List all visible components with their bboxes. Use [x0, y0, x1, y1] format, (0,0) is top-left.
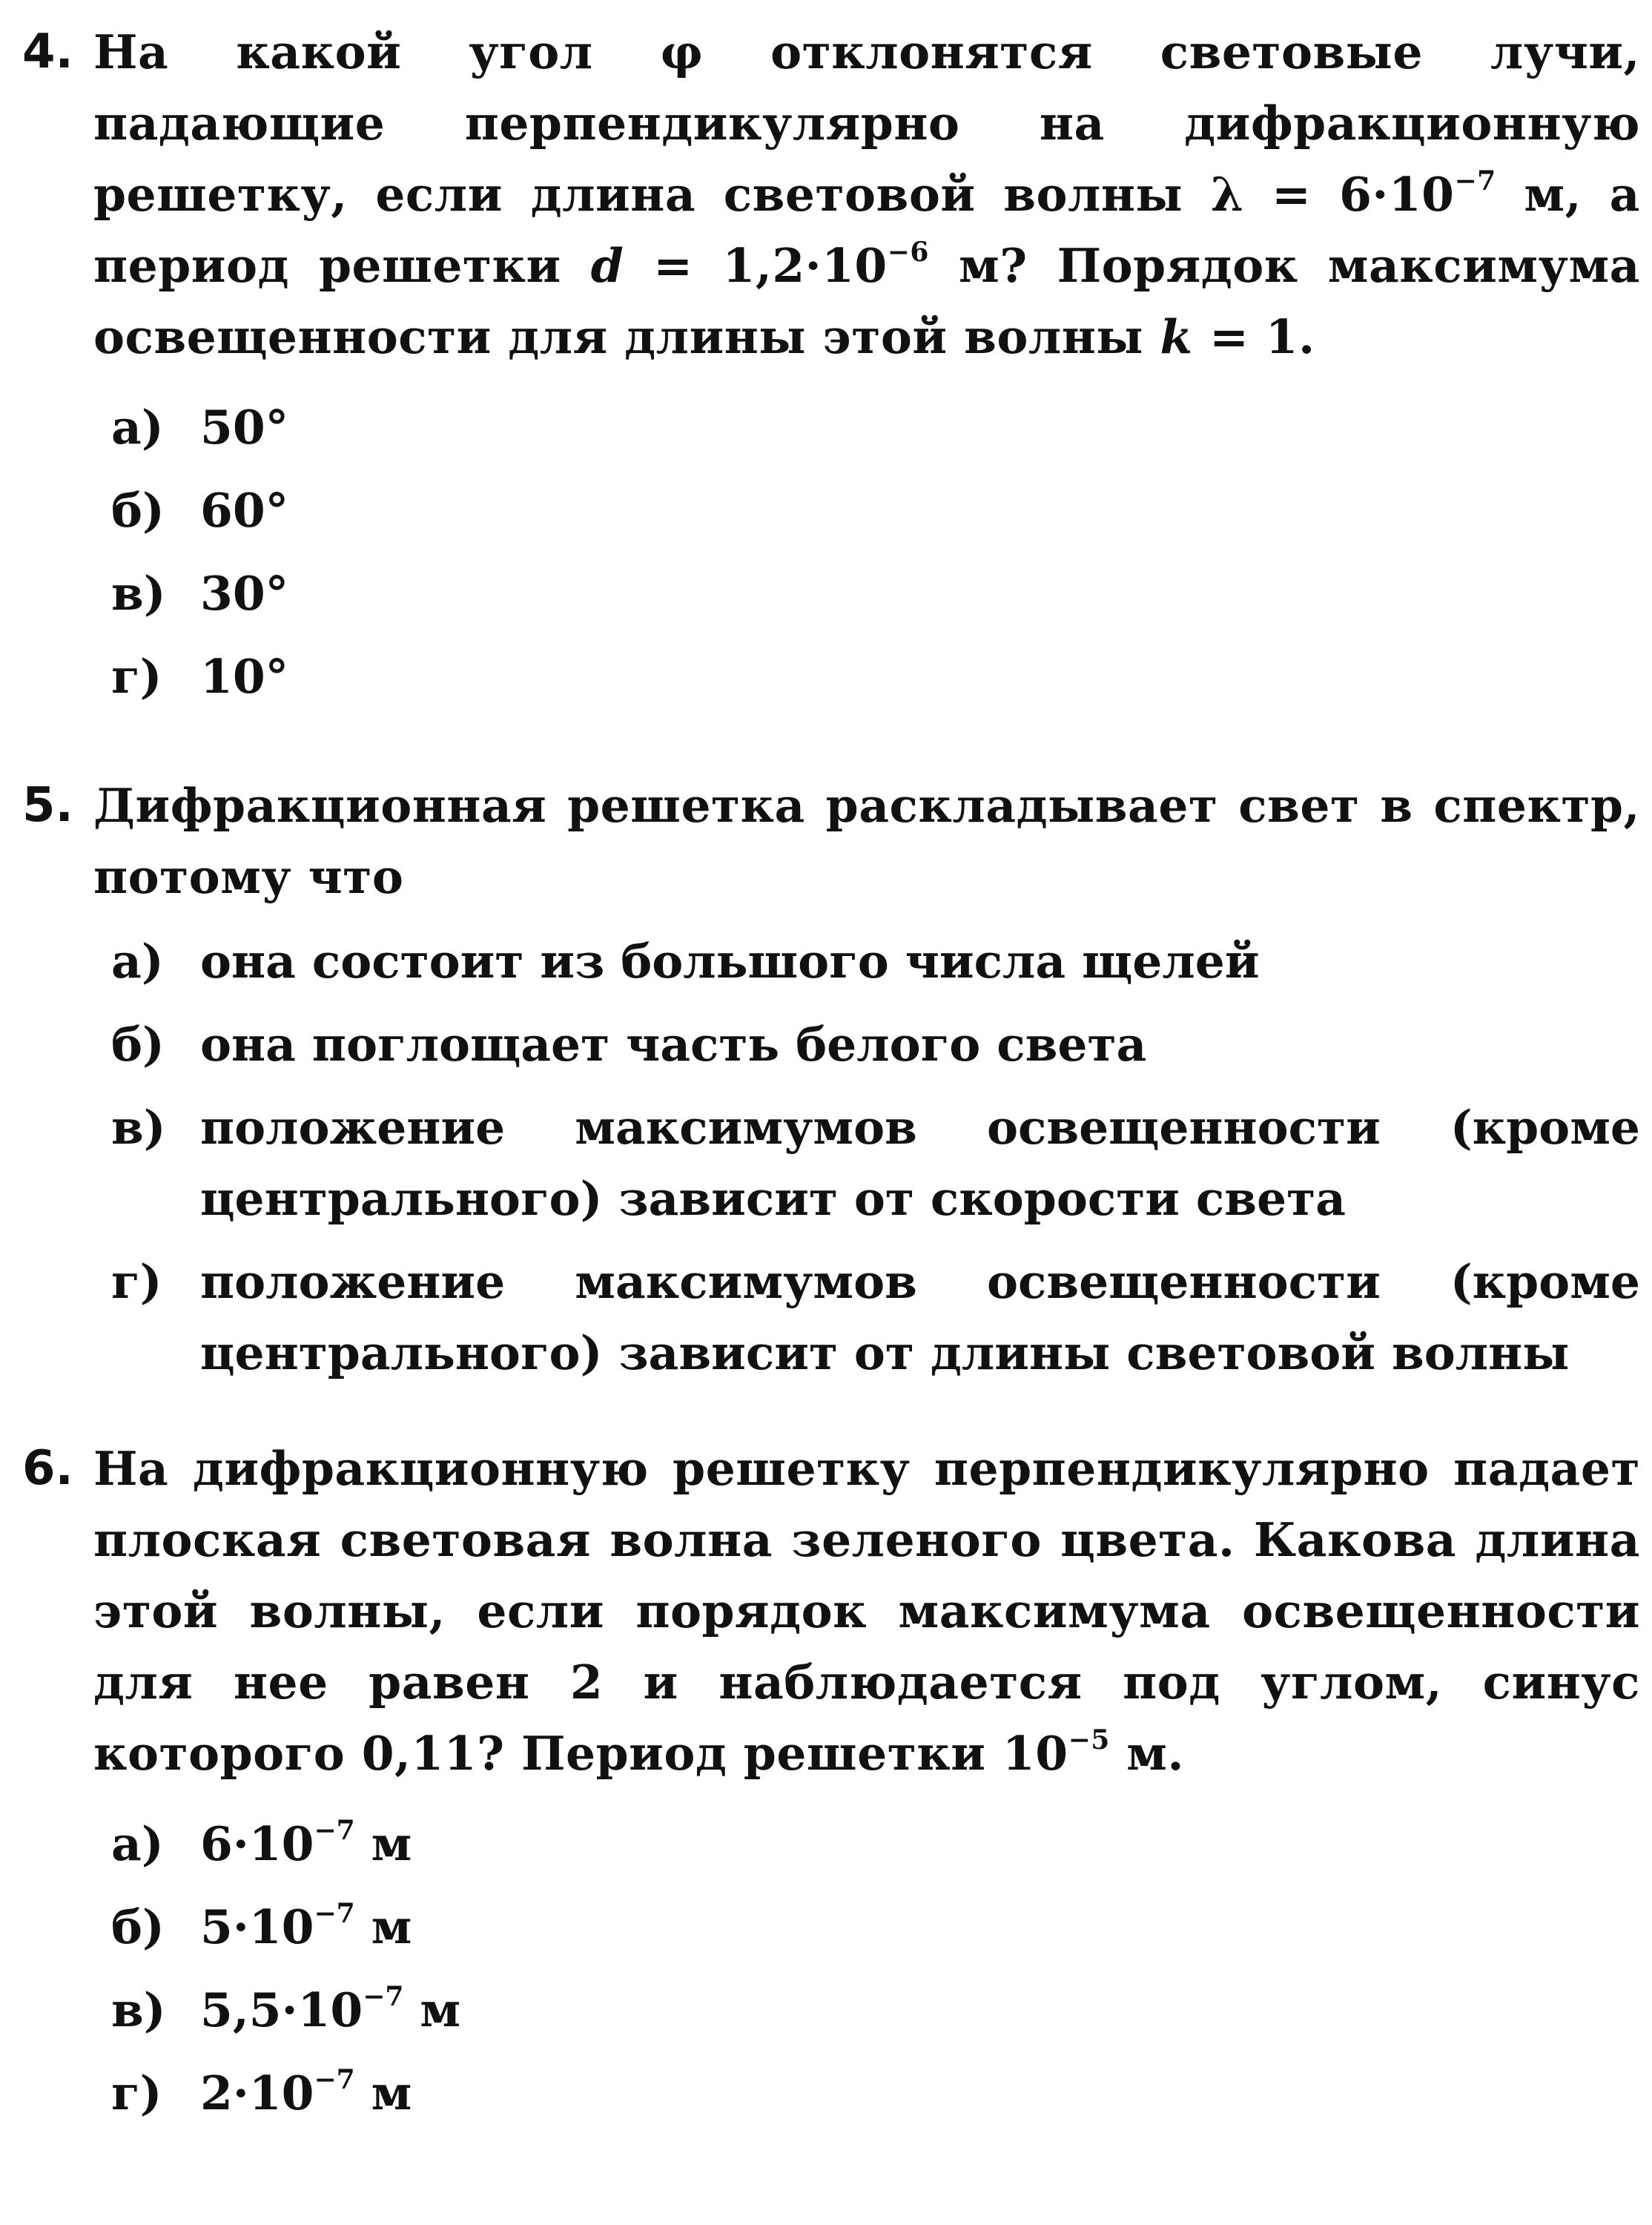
answer-options: [93, 386, 1640, 718]
option-letter: в): [111, 566, 166, 621]
option-base: 5·10: [200, 1899, 314, 1954]
answer-option-g[interactable]: [111, 2051, 1640, 2135]
answer-option-b[interactable]: [111, 1009, 1640, 1080]
exponent: −6: [887, 237, 929, 268]
question-text: Дифракционная решетка раскладывает свет в спектр, потому что: [93, 778, 1640, 904]
exponent: −5: [1068, 1724, 1110, 1756]
answer-option-g[interactable]: [111, 1246, 1640, 1388]
option-text: положение максимумов освещенности (кроме центрального) зависит от длины световой волны: [200, 1254, 1640, 1380]
exponent: −7: [314, 1898, 355, 1929]
option-letter: б): [111, 483, 165, 538]
option-text: 10°: [200, 649, 289, 704]
option-letter: б): [111, 1017, 165, 1072]
problem-number: 4.: [22, 24, 73, 79]
question-text: м.: [1109, 1726, 1184, 1781]
answer-options: [93, 926, 1640, 1388]
question-text: На какой угол φ отклонятся световые лучи, падающие перпендикулярно на дифракционную решетку, если длина световой волны λ = 6·10: [93, 24, 1640, 222]
variable-k: k: [1160, 309, 1193, 364]
option-letter: а): [111, 934, 164, 989]
option-letter: г): [111, 1254, 162, 1309]
variable-d: d: [590, 238, 624, 293]
option-text: 50°: [200, 400, 289, 455]
option-unit: м: [354, 1816, 412, 1871]
problem-question: [93, 1433, 1640, 1789]
answer-option-b[interactable]: [111, 1885, 1640, 1968]
problem-question: [93, 16, 1640, 372]
option-text: она поглощает часть белого света: [200, 1017, 1147, 1072]
option-text: положение максимумов освещенности (кроме центрального) зависит от скорости света: [200, 1100, 1640, 1226]
option-letter: в): [111, 1100, 166, 1155]
option-unit: м: [354, 1899, 412, 1954]
option-unit: м: [354, 2066, 412, 2120]
question-text: м, а период решетки: [93, 167, 1640, 293]
answer-option-b[interactable]: [111, 469, 1640, 552]
problem-6: [22, 1433, 1640, 2135]
problem-question: [93, 770, 1640, 912]
exponent: −7: [363, 1981, 404, 2012]
document-page: [22, 16, 1640, 2135]
problem-number: 6.: [22, 1441, 73, 1496]
question-text: На дифракционную решетку перпендикулярно падает плоская световая волна зеленого цвета. Какова длина этой волны, если порядок максимума освещенности для нее равен 2 и наблюдается под углом, синус которого 0,11? Период решетки 10: [93, 1441, 1640, 1781]
option-base: 5,5·10: [200, 1982, 363, 2037]
option-text: 30°: [200, 566, 289, 621]
option-unit: м: [403, 1982, 461, 2037]
option-letter: г): [111, 649, 162, 704]
option-base: 6·10: [200, 1816, 314, 1871]
option-letter: б): [111, 1899, 165, 1954]
exponent: −7: [1454, 165, 1496, 197]
option-base: 2·10: [200, 2066, 314, 2120]
answer-option-a[interactable]: [111, 386, 1640, 469]
exponent: −7: [314, 1815, 355, 1846]
answer-option-a[interactable]: [111, 1802, 1640, 1885]
answer-option-g[interactable]: [111, 635, 1640, 718]
answer-option-v[interactable]: [111, 1092, 1640, 1234]
question-text: = 1.: [1192, 309, 1315, 364]
question-text: м? Порядок максимума освещенности для длины этой волны: [93, 238, 1640, 364]
question-text: = 1,2·10: [624, 238, 888, 293]
option-text: она состоит из большого числа щелей: [200, 934, 1260, 989]
answer-option-v[interactable]: [111, 1968, 1640, 2051]
problem-4: [22, 16, 1640, 718]
option-letter: а): [111, 400, 164, 455]
answer-options: [93, 1802, 1640, 2135]
problem-5: [22, 770, 1640, 1388]
option-letter: в): [111, 1982, 166, 2037]
option-text: 60°: [200, 483, 289, 538]
option-letter: а): [111, 1816, 164, 1871]
answer-option-a[interactable]: [111, 926, 1640, 997]
problem-number: 5.: [22, 778, 73, 833]
exponent: −7: [314, 2064, 355, 2095]
answer-option-v[interactable]: [111, 552, 1640, 635]
option-letter: г): [111, 2066, 162, 2120]
